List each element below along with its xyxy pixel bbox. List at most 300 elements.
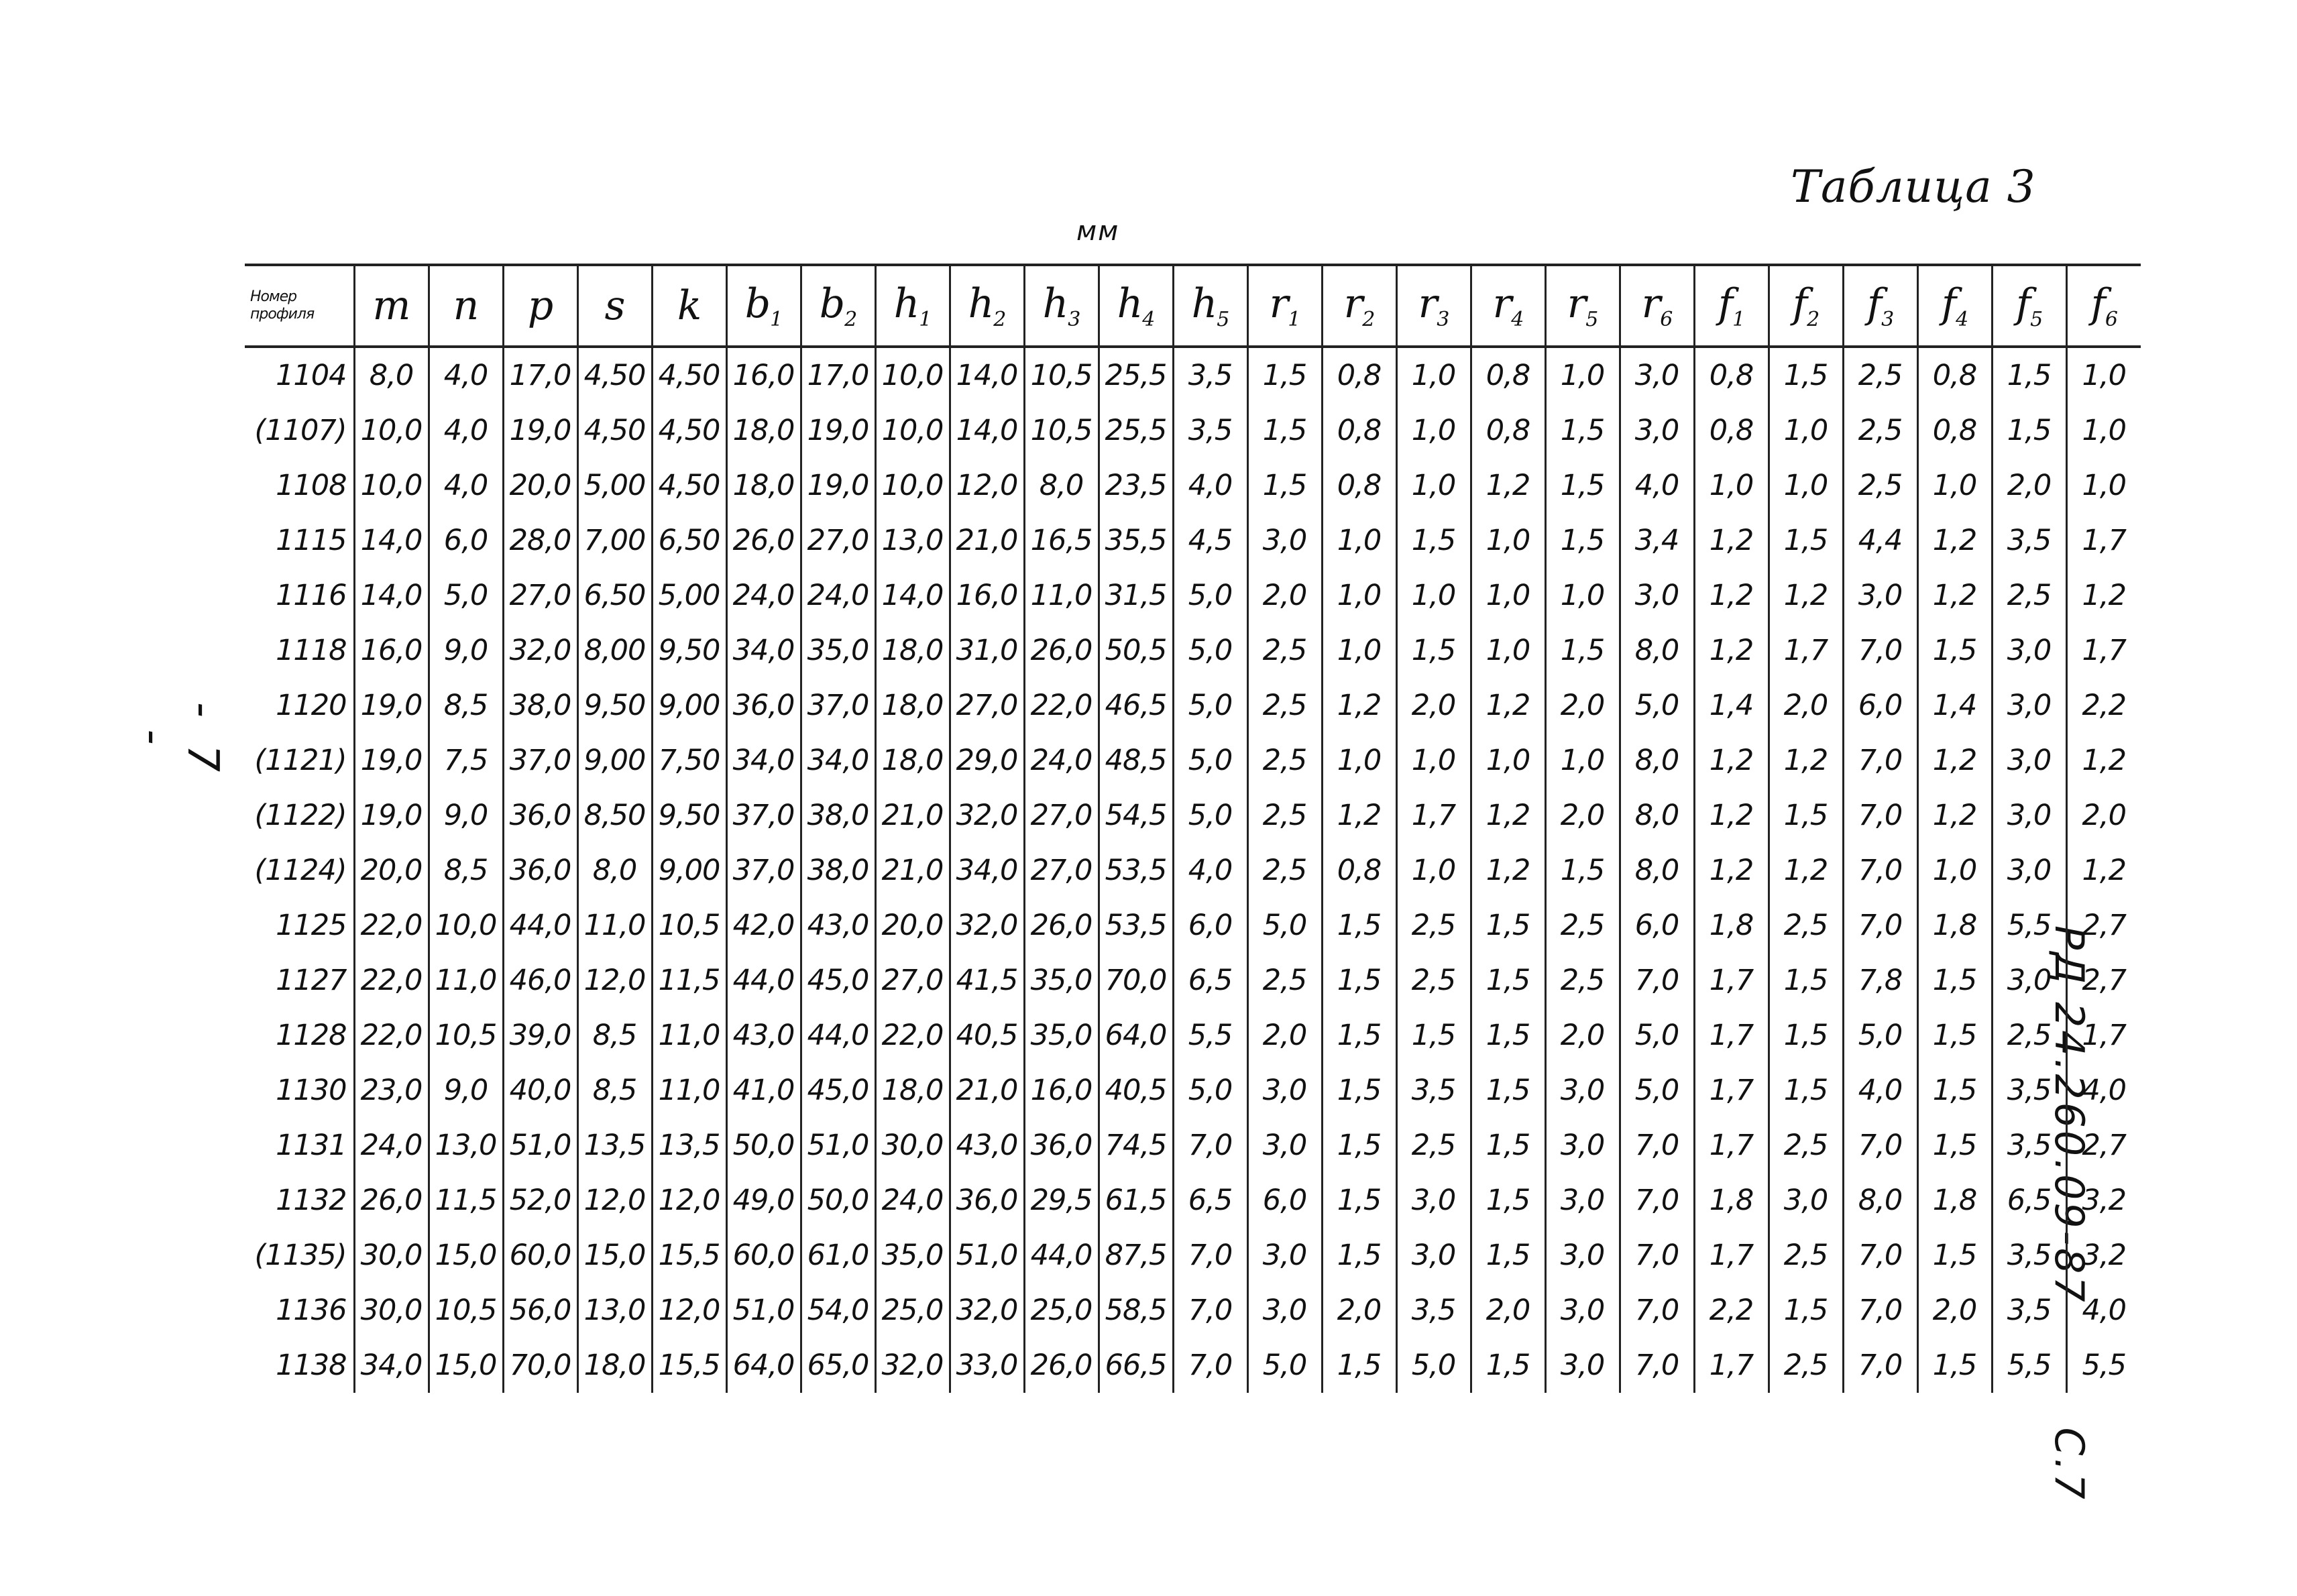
- column-header-r4: [1471, 265, 1545, 347]
- column-subscript: 2: [993, 308, 1006, 331]
- column-header-f2: [1769, 265, 1843, 347]
- table-cell: 7,5: [429, 733, 503, 788]
- column-subscript: 5: [1217, 308, 1229, 331]
- table-cell: 1,7: [1694, 1118, 1769, 1173]
- table-cell: 1,0: [1917, 843, 1992, 898]
- table-cell: 0,8: [1471, 403, 1545, 458]
- table-cell: 13,0: [875, 513, 950, 568]
- table-cell: 1,0: [1769, 403, 1843, 458]
- table-cell: 2,0: [1917, 1283, 1992, 1338]
- table-cell: 4,50: [652, 458, 726, 513]
- table-cell: 22,0: [354, 1008, 429, 1063]
- table-cell: 1,5: [1917, 1338, 1992, 1393]
- table-row: [245, 458, 2141, 513]
- table-cell: 36,0: [1024, 1118, 1099, 1173]
- table-row: [245, 347, 2141, 403]
- table-cell: 1,5: [1247, 458, 1322, 513]
- table-cell: 64,0: [726, 1338, 801, 1393]
- table-cell: 1,5: [1917, 1118, 1992, 1173]
- table-cell: 32,0: [950, 898, 1024, 953]
- table-cell: 1,7: [1769, 623, 1843, 678]
- column-symbol: h: [1117, 280, 1143, 327]
- profile-number-cell: 1130: [276, 1074, 347, 1107]
- table-cell: 4,0: [429, 347, 503, 403]
- table-cell: 26,0: [1024, 623, 1099, 678]
- profile-number-cell: (1121): [254, 744, 347, 777]
- table-cell: 1,2: [1322, 678, 1396, 733]
- table-cell: 8,0: [354, 347, 429, 403]
- column-symbol: m: [372, 282, 410, 329]
- table-cell: 10,5: [1024, 403, 1099, 458]
- table-cell: 1,5: [1322, 1173, 1396, 1228]
- table-cell: 3,0: [1620, 403, 1694, 458]
- table-cell: 26,0: [354, 1173, 429, 1228]
- table-cell: 2,5: [1247, 733, 1322, 788]
- table-cell: 7,0: [1843, 733, 1917, 788]
- table-cell: 13,5: [652, 1118, 726, 1173]
- table-cell: 3,0: [1992, 733, 2066, 788]
- table-cell: 14,0: [950, 347, 1024, 403]
- table-cell: 1,2: [1471, 843, 1545, 898]
- column-symbol: f: [2015, 280, 2031, 327]
- table-cell: 11,5: [429, 1173, 503, 1228]
- table-cell: 32,0: [950, 1283, 1024, 1338]
- table-cell: 65,0: [801, 1338, 875, 1393]
- table-row: [245, 1173, 2141, 1228]
- table-cell: 44,0: [801, 1008, 875, 1063]
- table-cell: 3,0: [1843, 568, 1917, 623]
- table-cell: 2,5: [1545, 953, 1620, 1008]
- table-cell: 15,0: [577, 1228, 652, 1283]
- table-cell: 9,50: [577, 678, 652, 733]
- table-cell: 3,0: [1992, 788, 2066, 843]
- table-label: Таблица 3: [1791, 161, 2036, 213]
- table-cell: 25,5: [1099, 347, 1173, 403]
- table-row: [245, 1228, 2141, 1283]
- table-cell: 1,5: [1769, 788, 1843, 843]
- table-cell: 2,0: [1247, 568, 1322, 623]
- profile-number-cell: 1108: [276, 469, 347, 502]
- table-cell: 13,5: [577, 1118, 652, 1173]
- column-symbol: r: [1269, 280, 1288, 327]
- table-cell: 8,0: [1620, 733, 1694, 788]
- table-cell: 5,0: [1620, 678, 1694, 733]
- column-subscript: 3: [1068, 308, 1080, 331]
- table-cell: 7,0: [1843, 843, 1917, 898]
- table-cell: 64,0: [1099, 1008, 1173, 1063]
- column-header-n: [429, 265, 503, 347]
- table-cell: 8,5: [429, 678, 503, 733]
- table-cell: 7,0: [1843, 1118, 1917, 1173]
- table-cell: 22,0: [354, 898, 429, 953]
- table-cell: 2,7: [2066, 1118, 2141, 1173]
- column-subscript: 3: [1881, 308, 1894, 331]
- table-cell: 2,5: [1396, 1118, 1471, 1173]
- table-cell: 5,5: [1173, 1008, 1247, 1063]
- table-cell: 17,0: [503, 347, 577, 403]
- table-cell: 4,0: [1173, 843, 1247, 898]
- table-cell: 4,50: [652, 403, 726, 458]
- table-cell: 18,0: [577, 1338, 652, 1393]
- column-subscript: 4: [1956, 308, 1968, 331]
- profile-number-cell: 1128: [276, 1019, 347, 1052]
- table-cell: 9,00: [652, 843, 726, 898]
- column-header-f4: [1917, 265, 1992, 347]
- table-cell: 3,5: [1992, 513, 2066, 568]
- table-cell: 2,5: [1992, 1008, 2066, 1063]
- column-symbol: r: [1492, 280, 1512, 327]
- table-cell: 18,0: [875, 623, 950, 678]
- table-row: [245, 1008, 2141, 1063]
- table-cell: 27,0: [1024, 788, 1099, 843]
- table-cell: 5,0: [1620, 1063, 1694, 1118]
- table-cell: 19,0: [801, 458, 875, 513]
- table-cell: 2,5: [1843, 347, 1917, 403]
- table-cell: 3,0: [1247, 1228, 1322, 1283]
- column-subscript: 1: [1732, 308, 1745, 331]
- column-header-f5: [1992, 265, 2066, 347]
- table-cell: 16,0: [1024, 1063, 1099, 1118]
- table-cell: 2,5: [1992, 568, 2066, 623]
- table-cell: 2,5: [1843, 458, 1917, 513]
- table-cell: 51,0: [950, 1228, 1024, 1283]
- column-symbol: f: [1718, 280, 1733, 327]
- table-cell: 3,0: [1545, 1228, 1620, 1283]
- table-cell: 3,5: [1173, 347, 1247, 403]
- table-cell: 19,0: [354, 678, 429, 733]
- table-cell: 6,0: [1247, 1173, 1322, 1228]
- column-subscript: 6: [1660, 308, 1673, 331]
- column-subscript: 1: [770, 308, 783, 331]
- table-cell: 8,0: [1620, 788, 1694, 843]
- table-cell: 1,0: [1769, 458, 1843, 513]
- table-cell: 1,5: [1769, 1063, 1843, 1118]
- table-cell: 3,0: [1992, 678, 2066, 733]
- table-cell: 1,5: [1545, 458, 1620, 513]
- column-subscript: 1: [919, 308, 932, 331]
- table-cell: 4,50: [577, 347, 652, 403]
- table-cell: 38,0: [801, 788, 875, 843]
- table-cell: 1,0: [2066, 347, 2141, 403]
- table-cell: 7,0: [1843, 898, 1917, 953]
- table-cell: 1,8: [1694, 898, 1769, 953]
- table-cell: 26,0: [1024, 898, 1099, 953]
- table-cell: 3,2: [2066, 1228, 2141, 1283]
- column-subscript: 3: [1437, 308, 1449, 331]
- column-header-f3: [1843, 265, 1917, 347]
- table-cell: 45,0: [801, 953, 875, 1008]
- table-cell: 46,0: [503, 953, 577, 1008]
- table-cell: 2,0: [1769, 678, 1843, 733]
- table-cell: 2,0: [1471, 1283, 1545, 1338]
- table-cell: 10,0: [875, 403, 950, 458]
- table-cell: 2,2: [1694, 1283, 1769, 1338]
- table-cell: 5,0: [1843, 1008, 1917, 1063]
- table-cell: 2,5: [1247, 843, 1322, 898]
- table-cell: 1,0: [1694, 458, 1769, 513]
- table-cell: 10,0: [429, 898, 503, 953]
- column-symbol: f: [1941, 280, 1956, 327]
- table-cell: 44,0: [726, 953, 801, 1008]
- table-cell: 1,8: [1917, 898, 1992, 953]
- table-cell: 1,7: [2066, 623, 2141, 678]
- column-header-h5: [1173, 265, 1247, 347]
- table-cell: 3,0: [1620, 347, 1694, 403]
- table-cell: 3,5: [1396, 1283, 1471, 1338]
- table-cell: 54,0: [801, 1283, 875, 1338]
- table-cell: 1,0: [1396, 733, 1471, 788]
- table-cell: 2,2: [2066, 678, 2141, 733]
- unit-label: мм: [1076, 216, 1120, 247]
- table-cell: 3,5: [1396, 1063, 1471, 1118]
- table-cell: 7,0: [1173, 1283, 1247, 1338]
- profile-number-cell: (1122): [254, 799, 347, 832]
- table-cell: 61,0: [801, 1228, 875, 1283]
- column-header-b2: [801, 265, 875, 347]
- table-cell: 5,0: [1173, 623, 1247, 678]
- table-cell: 58,5: [1099, 1283, 1173, 1338]
- page-number: - 7 -: [128, 701, 227, 779]
- table-cell: 12,0: [577, 1173, 652, 1228]
- table-cell: 56,0: [503, 1283, 577, 1338]
- column-symbol: h: [968, 280, 994, 327]
- table-cell: 15,5: [652, 1338, 726, 1393]
- table-cell: 51,0: [726, 1283, 801, 1338]
- table-cell: 7,0: [1620, 1118, 1694, 1173]
- table-cell: 1,5: [1769, 347, 1843, 403]
- table-cell: 10,5: [429, 1008, 503, 1063]
- table-cell: 3,5: [1173, 403, 1247, 458]
- table-cell: 1,5: [1992, 403, 2066, 458]
- table-cell: 30,0: [354, 1228, 429, 1283]
- table-cell: 1,7: [2066, 1008, 2141, 1063]
- table-cell: 8,5: [577, 1008, 652, 1063]
- table-cell: 6,5: [1173, 1173, 1247, 1228]
- table-cell: 43,0: [726, 1008, 801, 1063]
- table-cell: 7,0: [1173, 1118, 1247, 1173]
- table-cell: 26,0: [1024, 1338, 1099, 1393]
- table-cell: 0,8: [1322, 403, 1396, 458]
- column-subscript: 2: [844, 308, 857, 331]
- table-cell: 1,2: [1471, 458, 1545, 513]
- table-cell: 42,0: [726, 898, 801, 953]
- table-cell: 32,0: [503, 623, 577, 678]
- table-cell: 1,2: [1694, 843, 1769, 898]
- column-symbol: f: [1866, 280, 1882, 327]
- table-cell: 9,0: [429, 623, 503, 678]
- table-cell: 1,2: [1694, 568, 1769, 623]
- column-header-r3: [1396, 265, 1471, 347]
- table-cell: 50,0: [726, 1118, 801, 1173]
- table-cell: 2,0: [1396, 678, 1471, 733]
- table-row: [245, 1063, 2141, 1118]
- table-row: [245, 1118, 2141, 1173]
- table-cell: 36,0: [503, 788, 577, 843]
- table-cell: 15,0: [429, 1228, 503, 1283]
- table-cell: 2,0: [1545, 678, 1620, 733]
- table-cell: 1,5: [1471, 1173, 1545, 1228]
- table-cell: 6,0: [429, 513, 503, 568]
- table-cell: 2,5: [1769, 1118, 1843, 1173]
- table-cell: 1,4: [1694, 678, 1769, 733]
- table-cell: 7,0: [1173, 1338, 1247, 1393]
- table-cell: 3,5: [1992, 1063, 2066, 1118]
- column-header-r1: [1247, 265, 1322, 347]
- column-header-s: [577, 265, 652, 347]
- table-cell: 8,0: [1843, 1173, 1917, 1228]
- table-cell: 87,5: [1099, 1228, 1173, 1283]
- table-cell: 18,0: [875, 1063, 950, 1118]
- table-cell: 1,0: [1471, 623, 1545, 678]
- column-subscript: 6: [2105, 308, 2117, 331]
- profile-number-cell: 1120: [276, 689, 347, 722]
- table-cell: 1,5: [1545, 623, 1620, 678]
- table-cell: 2,5: [1247, 678, 1322, 733]
- table-cell: 24,0: [726, 568, 801, 623]
- table-cell: 2,5: [1396, 953, 1471, 1008]
- table-cell: 21,0: [875, 788, 950, 843]
- profile-number-cell: (1135): [254, 1239, 347, 1272]
- column-symbol: r: [1567, 280, 1586, 327]
- table-cell: 1,2: [1917, 788, 1992, 843]
- table-cell: 1,2: [1917, 733, 1992, 788]
- table-cell: 17,0: [801, 347, 875, 403]
- table-cell: 26,0: [726, 513, 801, 568]
- table-cell: 5,0: [1173, 788, 1247, 843]
- table-cell: 9,50: [652, 623, 726, 678]
- table-cell: 22,0: [1024, 678, 1099, 733]
- table-cell: 27,0: [1024, 843, 1099, 898]
- table-cell: 51,0: [503, 1118, 577, 1173]
- profile-number-cell: (1107): [254, 414, 347, 447]
- table-cell: 12,0: [652, 1283, 726, 1338]
- table-cell: 1,0: [1396, 403, 1471, 458]
- table-cell: 19,0: [354, 733, 429, 788]
- table-cell: 1,5: [1471, 1118, 1545, 1173]
- profile-number-cell: 1125: [276, 909, 347, 942]
- table-cell: 4,0: [2066, 1063, 2141, 1118]
- table-cell: 40,5: [1099, 1063, 1173, 1118]
- table-cell: 30,0: [875, 1118, 950, 1173]
- table-cell: 1,0: [1322, 733, 1396, 788]
- table-cell: 1,2: [1471, 678, 1545, 733]
- table-row: [245, 953, 2141, 1008]
- table-cell: 60,0: [503, 1228, 577, 1283]
- table-cell: 31,0: [950, 623, 1024, 678]
- table-cell: 13,0: [577, 1283, 652, 1338]
- table-cell: 25,5: [1099, 403, 1173, 458]
- table-cell: 1,0: [1471, 513, 1545, 568]
- table-cell: 38,0: [503, 678, 577, 733]
- table-row: [245, 513, 2141, 568]
- table-cell: 60,0: [726, 1228, 801, 1283]
- table-cell: 0,8: [1322, 347, 1396, 403]
- table-cell: 46,5: [1099, 678, 1173, 733]
- table-cell: 2,0: [1322, 1283, 1396, 1338]
- table-cell: 9,00: [652, 678, 726, 733]
- table-cell: 1,5: [1396, 1008, 1471, 1063]
- table-cell: 24,0: [801, 568, 875, 623]
- table-cell: 7,00: [577, 513, 652, 568]
- table-cell: 39,0: [503, 1008, 577, 1063]
- table-cell: 35,0: [1024, 953, 1099, 1008]
- table-cell: 1,2: [1769, 843, 1843, 898]
- table-cell: 10,0: [354, 403, 429, 458]
- table-cell: 7,0: [1620, 1173, 1694, 1228]
- table-cell: 20,0: [503, 458, 577, 513]
- table-cell: 70,0: [1099, 953, 1173, 1008]
- table-cell: 9,0: [429, 788, 503, 843]
- table-cell: 3,0: [1247, 1283, 1322, 1338]
- column-symbol: r: [1418, 280, 1437, 327]
- table-cell: 4,50: [652, 347, 726, 403]
- table-cell: 10,5: [429, 1283, 503, 1338]
- table-row: [245, 623, 2141, 678]
- table-cell: 22,0: [354, 953, 429, 1008]
- table-cell: 14,0: [354, 568, 429, 623]
- column-header-m: [354, 265, 429, 347]
- table-cell: 35,0: [875, 1228, 950, 1283]
- table-cell: 11,0: [429, 953, 503, 1008]
- table-cell: 2,5: [1843, 403, 1917, 458]
- column-subscript: 2: [1807, 308, 1819, 331]
- table-cell: 32,0: [875, 1338, 950, 1393]
- table-cell: 3,0: [1545, 1063, 1620, 1118]
- table-cell: 6,50: [652, 513, 726, 568]
- column-header-h4: [1099, 265, 1173, 347]
- table-cell: 10,5: [1024, 347, 1099, 403]
- column-symbol: f: [1792, 280, 1807, 327]
- table-cell: 3,0: [1247, 1063, 1322, 1118]
- table-cell: 70,0: [503, 1338, 577, 1393]
- table-cell: 5,0: [1173, 1063, 1247, 1118]
- table-cell: 4,50: [577, 403, 652, 458]
- column-symbol: n: [453, 282, 479, 329]
- table-cell: 29,0: [950, 733, 1024, 788]
- table-cell: 37,0: [503, 733, 577, 788]
- column-symbol: h: [893, 280, 919, 327]
- table-cell: 7,0: [1843, 1338, 1917, 1393]
- table-row: [245, 1338, 2141, 1393]
- table-cell: 66,5: [1099, 1338, 1173, 1393]
- table-cell: 1,0: [1545, 733, 1620, 788]
- table-cell: 1,5: [1247, 403, 1322, 458]
- column-symbol: h: [1042, 280, 1068, 327]
- table-cell: 3,2: [2066, 1173, 2141, 1228]
- table-cell: 1,2: [1694, 513, 1769, 568]
- table-cell: 14,0: [950, 403, 1024, 458]
- table-cell: 34,0: [354, 1338, 429, 1393]
- table-cell: 1,2: [1694, 788, 1769, 843]
- table-cell: 1,2: [1917, 568, 1992, 623]
- table-cell: 0,8: [1471, 347, 1545, 403]
- table-cell: 3,0: [1247, 1118, 1322, 1173]
- table-cell: 41,5: [950, 953, 1024, 1008]
- table-cell: 24,0: [1024, 733, 1099, 788]
- table-cell: 1,5: [1769, 953, 1843, 1008]
- table-cell: 19,0: [801, 403, 875, 458]
- table-cell: 1,0: [1396, 843, 1471, 898]
- table-cell: 2,0: [1247, 1008, 1322, 1063]
- table-cell: 19,0: [354, 788, 429, 843]
- table-cell: 6,5: [1992, 1173, 2066, 1228]
- table-cell: 2,0: [1545, 788, 1620, 843]
- table-cell: 10,0: [875, 458, 950, 513]
- table-cell: 5,0: [1620, 1008, 1694, 1063]
- column-subscript: 2: [1362, 308, 1375, 331]
- column-header-b1: [726, 265, 801, 347]
- table-cell: 8,0: [1620, 623, 1694, 678]
